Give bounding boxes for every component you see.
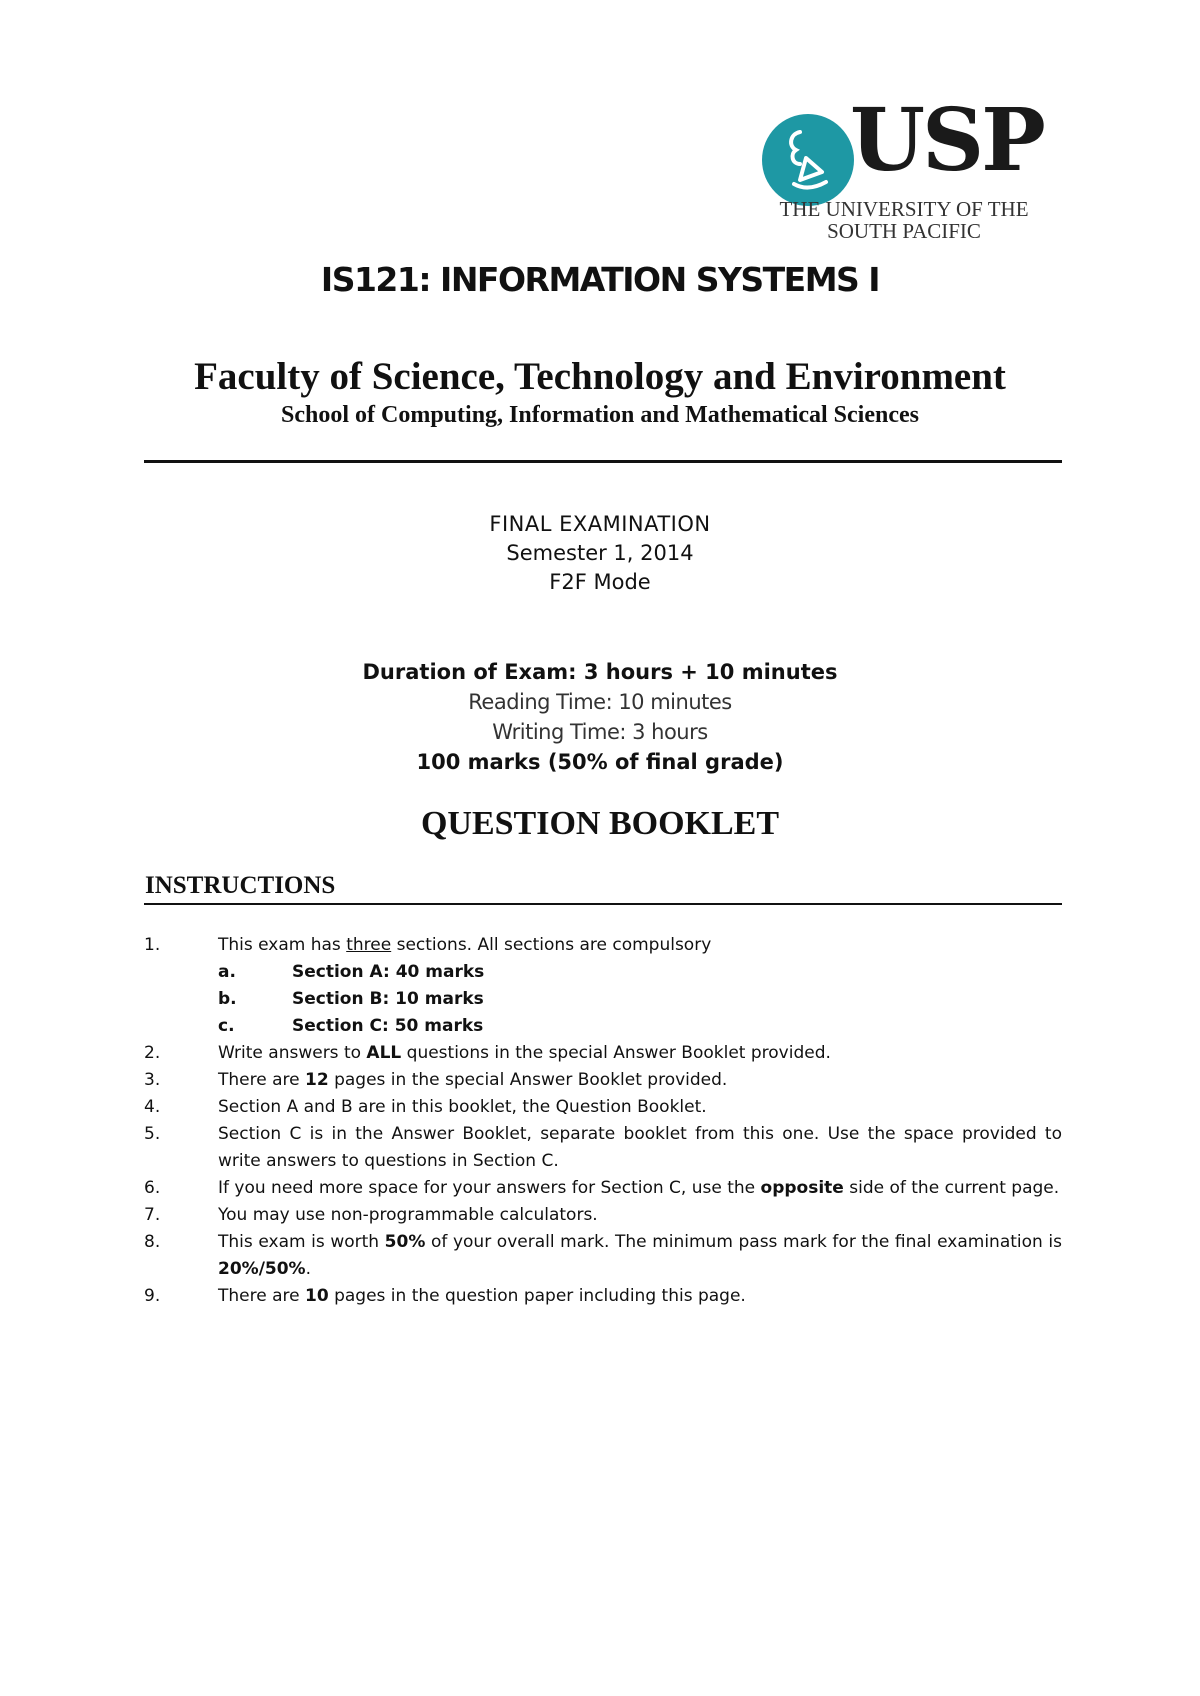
logo-subtitle-line-1: THE UNIVERSITY OF THE — [779, 197, 1029, 221]
usp-logo — [760, 90, 1050, 243]
instruction-text-part: sections. All sections are compulsory — [391, 935, 712, 955]
instruction-text-part: side of the current page. — [843, 1178, 1060, 1198]
instruction-item — [144, 1283, 1062, 1310]
instruction-item — [144, 1175, 1062, 1202]
instruction-text-part: There are — [218, 1286, 305, 1306]
instruction-number: 6. — [144, 1178, 161, 1198]
subitem-letter: b. — [218, 989, 237, 1009]
instruction-item — [144, 1094, 1062, 1121]
instruction-text-part: questions in the special Answer Booklet provided. — [401, 1043, 831, 1063]
total-marks: 100 marks (50% of final grade) — [416, 750, 784, 774]
instruction-number: 5. — [144, 1124, 161, 1144]
instruction-item — [144, 932, 1062, 959]
exam-type: FINAL EXAMINATION — [489, 512, 711, 536]
instruction-subitem — [144, 986, 1062, 1013]
usp-emblem-icon — [760, 112, 856, 208]
instructions-list — [144, 932, 1062, 1310]
instruction-text — [218, 1283, 1062, 1310]
exam-semester: Semester 1, 2014 — [506, 541, 694, 565]
instruction-number: 1. — [144, 935, 161, 955]
header-divider — [144, 460, 1062, 463]
subitem-text: Section B: 10 marks — [292, 989, 484, 1009]
exam-duration: Duration of Exam: 3 hours + 10 minutes — [362, 660, 838, 684]
subitem-text: Section A: 40 marks — [292, 962, 485, 982]
instruction-item — [144, 1229, 1062, 1283]
exam-mode: F2F Mode — [549, 570, 651, 594]
instruction-text-part: Write answers to — [218, 1043, 367, 1063]
instruction-subitem — [144, 1013, 1062, 1040]
instruction-item — [144, 1040, 1062, 1067]
instruction-text — [218, 1040, 1062, 1067]
logo-subtitle — [764, 198, 1044, 242]
reading-time: Reading Time: 10 minutes — [468, 690, 732, 714]
subitem-text: Section C: 50 marks — [292, 1016, 484, 1036]
instruction-text-part: pages in the question paper including this page. — [328, 1286, 746, 1306]
instruction-emphasis: 12 — [305, 1070, 329, 1090]
instruction-text-part: This exam is worth — [218, 1232, 385, 1252]
instruction-text-part: . — [305, 1259, 311, 1279]
instruction-number: 2. — [144, 1043, 161, 1063]
instruction-text-part: This exam has — [218, 935, 347, 955]
instructions-heading: INSTRUCTIONS — [145, 872, 336, 899]
instruction-text: You may use non-programmable calculators. — [218, 1205, 598, 1225]
faculty-name: Faculty of Science, Technology and Environment — [194, 355, 1006, 398]
instruction-text — [218, 932, 1062, 959]
instruction-item — [144, 1067, 1062, 1094]
writing-time: Writing Time: 3 hours — [492, 720, 708, 744]
instruction-text-part: pages in the special Answer Booklet provided. — [328, 1070, 728, 1090]
instruction-number: 9. — [144, 1286, 161, 1306]
instruction-text-part: If you need more space for your answers for Section C, use the — [218, 1178, 761, 1198]
school-name: School of Computing, Information and Mathematical Sciences — [281, 402, 919, 428]
instruction-text-part: There are — [218, 1070, 305, 1090]
instruction-item — [144, 1202, 1062, 1229]
instruction-number: 3. — [144, 1070, 161, 1090]
booklet-title: QUESTION BOOKLET — [420, 805, 780, 842]
instruction-text — [218, 1175, 1062, 1202]
course-title: IS121: INFORMATION SYSTEMS I — [320, 260, 880, 299]
instruction-number: 4. — [144, 1097, 161, 1117]
instruction-emphasis: 20%/50% — [218, 1259, 306, 1279]
instruction-text: Section C is in the Answer Booklet, separate booklet from this one. Use the space provided to write answers to questions in Section C. — [218, 1124, 1062, 1171]
logo-wordmark: USP — [850, 90, 1043, 191]
instruction-text — [218, 1067, 1062, 1094]
instruction-emphasis: opposite — [760, 1178, 844, 1198]
instruction-text-part: of your overall mark. The minimum pass mark for the final examination is — [425, 1232, 1062, 1252]
subitem-letter: c. — [218, 1016, 235, 1036]
instruction-emphasis: three — [346, 935, 392, 955]
instruction-number: 7. — [144, 1205, 161, 1225]
instruction-text: Section A and B are in this booklet, the Question Booklet. — [218, 1097, 707, 1117]
instruction-number: 8. — [144, 1232, 161, 1252]
subitem-letter: a. — [218, 962, 236, 982]
instruction-emphasis: 50% — [384, 1232, 426, 1252]
instruction-emphasis: 10 — [305, 1286, 329, 1306]
logo-subtitle-line-2: SOUTH PACIFIC — [827, 219, 981, 243]
instruction-emphasis: ALL — [366, 1043, 402, 1063]
instruction-item — [144, 1121, 1062, 1175]
instruction-text — [218, 1229, 1062, 1283]
instructions-divider — [144, 903, 1062, 905]
instruction-subitem — [144, 959, 1062, 986]
